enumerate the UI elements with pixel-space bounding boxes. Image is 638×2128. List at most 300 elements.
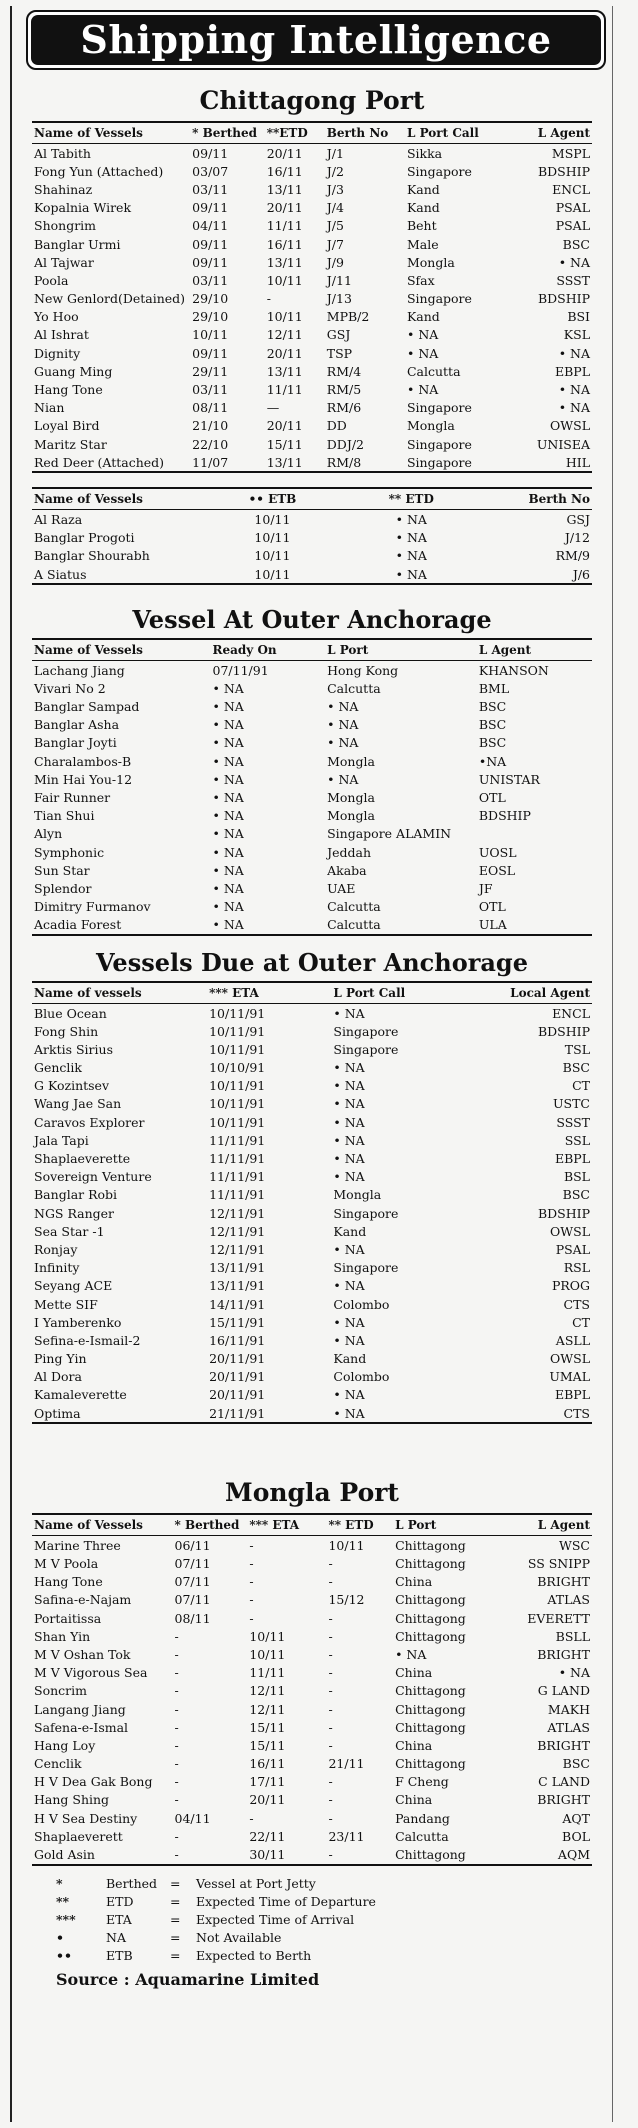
table-row	[32, 1277, 592, 1295]
vessel-name-cell: Tian Shui	[34, 808, 95, 824]
table-cell: Chittagong	[395, 1556, 466, 1572]
table-cell: J/11	[326, 272, 352, 288]
table-row	[32, 1313, 592, 1331]
table-cell: C LAND	[538, 1774, 590, 1790]
vessel-name-cell: Banglar Progoti	[34, 530, 135, 546]
legend-row: * Berthed = Vessel at Port Jetty	[56, 1875, 316, 1891]
table-cell: ENCL	[552, 181, 590, 197]
vessel-name-cell: Banglar Joyti	[34, 735, 117, 751]
table-cell: -	[328, 1774, 333, 1790]
source-credit: Source : Aquamarine Limited	[56, 1969, 320, 1989]
legend-row: • NA = Not Available	[56, 1929, 282, 1945]
table-cell: RM/4	[326, 363, 362, 379]
table-cell: 04/11	[192, 218, 229, 234]
table-cell: Singapore	[406, 436, 472, 452]
column-header: Name of Vessels	[32, 1514, 173, 1536]
vessel-name-cell: Hang Tone	[34, 1574, 103, 1590]
table-cell: CTS	[480, 1404, 592, 1423]
table-row	[32, 1718, 592, 1736]
table-cell: J/12	[564, 530, 590, 546]
column-header: Ready On	[211, 639, 326, 661]
table-row	[32, 1386, 592, 1404]
table-cell: -	[328, 1810, 333, 1826]
table-cell: Chittagong	[395, 1592, 466, 1608]
table-cell: RSL	[563, 1260, 590, 1276]
table-cell: BSC	[562, 236, 590, 252]
table-cell: Chittagong	[395, 1628, 466, 1644]
vessel-name-cell: Nian	[34, 400, 65, 416]
table-cell: BDSHIP	[537, 1023, 590, 1039]
table-cell: J/4	[326, 200, 344, 216]
table-cell: 29/11	[192, 363, 229, 379]
vessel-name-cell: Hang Shing	[34, 1792, 110, 1808]
table-cell: • NA	[333, 1241, 365, 1257]
table-cell: BRIGHT	[537, 1574, 590, 1590]
table-cell: -	[174, 1646, 179, 1662]
table-row	[32, 1368, 592, 1386]
table-cell: 16/11/91	[209, 1332, 266, 1348]
table-row	[32, 1609, 592, 1627]
table-cell: 11/11	[266, 218, 303, 234]
table-cell: • NA	[395, 1646, 427, 1662]
table-row	[32, 217, 592, 235]
table-cell: • NA	[406, 345, 439, 361]
table-cell: Singapore	[333, 1041, 399, 1057]
table-cell: • NA	[327, 735, 359, 751]
table-cell: 20/11	[266, 200, 303, 216]
table-cell: • NA	[406, 327, 439, 343]
vessel-name-cell: Fong Yun (Attached)	[34, 163, 164, 179]
table-row	[32, 1295, 592, 1313]
table-cell: -	[249, 1592, 254, 1608]
table-cell: MAKH	[547, 1701, 590, 1717]
vessel-name-cell: Sefina-e-Ismail-2	[34, 1332, 141, 1348]
table-cell: -	[328, 1628, 333, 1644]
table-cell: 22/11	[249, 1828, 286, 1844]
table-cell: SSST	[556, 272, 590, 288]
table-cell: OTL	[478, 899, 506, 915]
table-cell: -	[174, 1828, 179, 1844]
vessel-name-cell: Banglar Urmi	[34, 236, 121, 252]
table-cell: AQT	[562, 1810, 590, 1826]
table-cell: Calcutta	[327, 899, 381, 915]
table-cell: • NA	[212, 717, 244, 733]
table-cell: Singapore ALAMIN	[327, 826, 452, 842]
table-row	[32, 1664, 592, 1682]
table-cell: 20/11/91	[209, 1369, 266, 1385]
vessel-name-cell: Alyn	[34, 826, 63, 842]
table-cell: 16/11	[249, 1756, 286, 1772]
table-cell: • NA	[212, 753, 244, 769]
vessel-name-cell: Red Deer (Attached)	[32, 453, 190, 472]
outer-anchorage-title: Vessel At Outer Anchorage	[132, 605, 492, 635]
table-header-row	[32, 488, 592, 510]
table-cell: 12/11	[249, 1701, 286, 1717]
table-cell: -	[328, 1719, 333, 1735]
table-cell: 03/11	[192, 382, 229, 398]
table-cell: G LAND	[537, 1683, 590, 1699]
vessel-name-cell: Maritz Star	[34, 436, 107, 452]
table-cell: -	[174, 1683, 179, 1699]
table-cell: Singapore	[333, 1205, 399, 1221]
table-cell: UNISTAR	[478, 771, 540, 787]
table-cell: Singapore	[333, 1023, 399, 1039]
table-cell: 12/11	[266, 327, 303, 343]
vessels-due-title: Vessels Due at Outer Anchorage	[96, 947, 528, 977]
vessel-name-cell: Al Raza	[34, 511, 83, 527]
table-cell: EVERETT	[527, 1610, 590, 1626]
table-cell: ENCL	[552, 1005, 590, 1021]
table-row	[32, 1700, 592, 1718]
table-cell: 13/11	[266, 363, 303, 379]
table-cell: 10/11	[249, 1646, 286, 1662]
vessel-name-cell: M V Vigorous Sea	[34, 1665, 148, 1681]
table-row	[32, 1554, 592, 1572]
vessel-name-cell: Poola	[34, 272, 69, 288]
vessel-name-cell: Genclik	[34, 1060, 83, 1076]
table-cell: CTS	[563, 1296, 590, 1312]
table-row	[32, 1168, 592, 1186]
column-header: L Port Call	[405, 122, 503, 144]
table-header-row	[32, 639, 592, 661]
table-cell: Pandang	[395, 1810, 450, 1826]
table-cell: -	[249, 1610, 254, 1626]
table-cell	[477, 825, 592, 843]
table-row	[32, 1845, 592, 1864]
vessel-name-cell: Seyang ACE	[34, 1278, 113, 1294]
table-row	[32, 1645, 592, 1663]
table-row	[32, 1149, 592, 1167]
legend	[56, 1876, 612, 1966]
table-cell: -	[174, 1792, 179, 1808]
table-cell: Hong Kong	[327, 662, 399, 678]
table-cell: 15/11/91	[209, 1314, 266, 1330]
table-cell: China	[395, 1574, 433, 1590]
column-header: Name of vessels	[32, 982, 207, 1004]
table-cell: 09/11	[192, 145, 229, 161]
newspaper-column	[10, 6, 613, 2122]
vessel-name-cell: Shongrim	[34, 218, 97, 234]
vessel-name-cell: Vivari No 2	[34, 680, 106, 696]
table-cell: Singapore	[333, 1260, 399, 1276]
table-cell: 20/11	[266, 345, 303, 361]
table-cell: Kand	[333, 1223, 367, 1239]
table-cell: SSL	[564, 1132, 590, 1148]
column-header: Local Agent	[480, 982, 592, 1004]
vessel-name-cell: Gold Asin	[32, 1845, 173, 1864]
column-header: **ETD	[265, 122, 325, 144]
table-cell: 07/11	[174, 1592, 211, 1608]
table-cell: -	[328, 1610, 333, 1626]
table-cell: -	[174, 1628, 179, 1644]
table-row	[32, 1773, 592, 1791]
vessel-name-cell: Soncrim	[34, 1683, 87, 1699]
vessel-name-cell: Arktis Sirius	[34, 1041, 113, 1057]
table-cell: Kand	[333, 1351, 367, 1367]
page-title: Shipping Intelligence	[31, 15, 601, 65]
vessel-name-cell: Infinity	[34, 1260, 80, 1276]
table-cell: OWSL	[550, 1223, 590, 1239]
table-cell: • NA	[333, 1005, 365, 1021]
vessel-name-cell: Ronjay	[34, 1241, 78, 1257]
table-row	[32, 326, 592, 344]
table-cell: • NA	[333, 1132, 365, 1148]
table-cell: RM/5	[326, 382, 362, 398]
table-cell: • NA	[558, 1665, 590, 1681]
table-cell: 13/11	[265, 453, 325, 472]
table-cell: CT	[572, 1314, 590, 1330]
table-cell: RM/8	[325, 453, 405, 472]
table-cell: 10/11/91	[209, 1114, 266, 1130]
vessel-name-cell: Guang Ming	[34, 363, 113, 379]
table-cell: 06/11	[174, 1537, 211, 1553]
table-row	[32, 898, 592, 916]
table-cell: PROG	[551, 1278, 590, 1294]
column-header: Name of Vessels	[32, 122, 190, 144]
table-cell: Mongla	[327, 808, 375, 824]
table-cell: Kand	[406, 200, 440, 216]
table-row	[32, 861, 592, 879]
table-cell: 15/12	[328, 1592, 365, 1608]
vessel-name-cell: Hang Loy	[34, 1737, 96, 1753]
vessels-due-table	[32, 981, 592, 1424]
table-cell: UNISEA	[536, 436, 590, 452]
table-cell: -	[249, 1537, 254, 1553]
column-header: *** ETA	[247, 1514, 326, 1536]
table-row	[32, 1791, 592, 1809]
table-row	[32, 825, 592, 843]
vessel-name-cell: Shahinaz	[34, 181, 93, 197]
table-row	[32, 362, 592, 380]
vessel-name-cell: Fair Runner	[34, 790, 111, 806]
vessel-name-cell: Dimitry Furmanov	[34, 899, 151, 915]
vessel-name-cell: Blue Ocean	[34, 1005, 107, 1021]
table-row	[32, 1222, 592, 1240]
table-cell: 10/11/91	[209, 1023, 266, 1039]
table-row	[32, 565, 592, 584]
table-cell: 11/11/91	[209, 1187, 266, 1203]
table-cell: • NA	[333, 1387, 365, 1403]
table-cell: 20/11	[249, 1792, 286, 1808]
table-row	[32, 1259, 592, 1277]
table-row	[32, 1682, 592, 1700]
table-cell: BSLL	[555, 1628, 590, 1644]
table-row	[32, 1404, 592, 1423]
table-cell: 09/11	[192, 345, 229, 361]
table-cell: BRIGHT	[537, 1737, 590, 1753]
table-cell: 21/11/91	[207, 1404, 331, 1423]
table-row	[32, 1059, 592, 1077]
table-cell: 20/11	[266, 145, 303, 161]
chittagong-berthed-table	[32, 121, 592, 473]
legend-row: •• ETB = Expected to Berth	[56, 1947, 312, 1963]
vessel-name-cell: Ping Yin	[34, 1351, 87, 1367]
table-cell: Singapore	[406, 163, 472, 179]
table-header-row	[32, 122, 592, 144]
table-cell: BSC	[478, 717, 507, 733]
table-cell: 09/11	[192, 236, 229, 252]
table-cell: Chittagong	[395, 1756, 466, 1772]
table-cell: 12/11/91	[209, 1205, 266, 1221]
vessel-name-cell: Banglar Robi	[34, 1187, 118, 1203]
table-row	[32, 1573, 592, 1591]
table-cell: Kand	[406, 309, 440, 325]
table-cell: • NA	[212, 862, 244, 878]
table-cell: OTL	[478, 790, 506, 806]
column-header: ** ETD	[342, 488, 481, 510]
vessel-name-cell: Dignity	[34, 345, 81, 361]
table-cell: 09/11	[192, 254, 229, 270]
table-row	[32, 1240, 592, 1258]
vessel-name-cell: Safena-e-Ismal	[34, 1719, 129, 1735]
table-row	[32, 1331, 592, 1349]
table-cell: Mongla	[406, 254, 455, 270]
table-cell: -	[328, 1792, 333, 1808]
vessel-name-cell: Banglar Sampad	[34, 699, 140, 715]
table-cell: UAE	[327, 880, 356, 896]
vessel-name-cell: Jala Tapi	[34, 1132, 89, 1148]
masthead-banner	[26, 10, 606, 70]
vessel-name-cell: Optima	[32, 1404, 207, 1423]
vessel-name-cell: Shaplaeverett	[34, 1828, 123, 1844]
vessel-name-cell: Caravos Explorer	[34, 1114, 145, 1130]
vessel-name-cell: Sovereign Venture	[34, 1169, 152, 1185]
vessel-name-cell: Yo Hoo	[34, 309, 79, 325]
table-row	[32, 1131, 592, 1149]
table-cell: • NA	[558, 382, 590, 398]
table-cell: • NA	[333, 1078, 365, 1094]
table-cell: KSL	[563, 327, 590, 343]
table-cell: 13/11	[266, 181, 303, 197]
table-cell: 29/10	[192, 309, 229, 325]
table-row	[32, 1591, 592, 1609]
table-cell: Singapore	[405, 453, 503, 472]
column-header: *** ETA	[207, 982, 331, 1004]
table-cell: 20/11/91	[209, 1387, 266, 1403]
table-cell: WSC	[559, 1537, 590, 1553]
table-cell: 12/11/91	[209, 1223, 266, 1239]
vessel-name-cell: Al Ishrat	[34, 327, 89, 343]
table-cell: 13/11/91	[209, 1278, 266, 1294]
table-row	[32, 308, 592, 326]
table-cell: PSAL	[555, 1241, 590, 1257]
column-header: L Port	[325, 639, 477, 661]
table-row	[32, 752, 592, 770]
table-cell: 13/11	[266, 254, 303, 270]
legend-row: ** ETD = Expected Time of Departure	[56, 1893, 376, 1909]
vessel-name-cell: Kopalnia Wirek	[34, 200, 132, 216]
table-cell: 20/11/91	[209, 1351, 266, 1367]
table-cell: BRIGHT	[537, 1646, 590, 1662]
table-cell: BSL	[563, 1169, 590, 1185]
table-cell: BSC	[478, 699, 507, 715]
table-row	[32, 1003, 592, 1022]
table-cell: Colombo	[333, 1296, 390, 1312]
table-cell: Singapore	[406, 291, 472, 307]
table-cell: -	[328, 1701, 333, 1717]
table-cell: • NA	[333, 1096, 365, 1112]
table-cell: -	[173, 1845, 248, 1864]
table-row	[32, 253, 592, 271]
table-cell: 15/11	[249, 1737, 286, 1753]
table-cell: 07/11/91	[212, 662, 269, 678]
table-cell: -	[328, 1683, 333, 1699]
table-cell: 10/10/91	[209, 1060, 266, 1076]
vessel-name-cell: Al Dora	[34, 1369, 82, 1385]
table-row	[32, 661, 592, 680]
table-cell: -	[326, 1845, 393, 1864]
table-cell: 04/11	[174, 1810, 211, 1826]
vessel-name-cell: Sea Star -1	[34, 1223, 105, 1239]
table-row	[32, 1755, 592, 1773]
table-cell: • NA	[212, 808, 244, 824]
table-cell: • NA	[212, 899, 244, 915]
table-cell: TSL	[564, 1041, 590, 1057]
table-row	[32, 1022, 592, 1040]
table-cell: • NA	[327, 717, 359, 733]
table-cell: EBPL	[554, 1387, 590, 1403]
table-cell: • NA	[212, 826, 244, 842]
table-cell: —	[266, 400, 280, 416]
table-cell: 21/10	[192, 418, 229, 434]
table-row	[32, 843, 592, 861]
column-header: Name of Vessels	[32, 488, 203, 510]
column-header: L Port	[393, 1514, 492, 1536]
table-cell: • NA	[212, 880, 244, 896]
table-cell: 11/11	[266, 382, 303, 398]
table-row	[32, 271, 592, 289]
table-cell: J/13	[326, 291, 352, 307]
vessel-name-cell: Wang Jae San	[34, 1096, 122, 1112]
table-cell: 10/11/91	[209, 1078, 266, 1094]
table-cell: -	[249, 1556, 254, 1572]
table-row	[32, 399, 592, 417]
column-header: * Berthed	[190, 122, 265, 144]
column-header: L Agent	[492, 1514, 592, 1536]
table-cell: Kand	[406, 181, 440, 197]
table-cell: • NA	[333, 1332, 365, 1348]
table-row	[32, 770, 592, 788]
table-cell: • NA	[212, 680, 244, 696]
table-cell: Chittagong	[395, 1719, 466, 1735]
table-cell: ATLAS	[547, 1719, 590, 1735]
table-row	[32, 453, 592, 472]
table-cell: • NA	[395, 511, 427, 527]
table-cell: OWSL	[550, 418, 590, 434]
table-cell: • NA	[212, 699, 244, 715]
table-cell: Calcutta	[406, 363, 461, 379]
table-cell: 12/11/91	[209, 1241, 266, 1257]
table-cell: BML	[478, 680, 510, 696]
table-cell: J/5	[326, 218, 344, 234]
table-row	[32, 547, 592, 565]
table-row	[32, 180, 592, 198]
table-cell: J/9	[326, 254, 344, 270]
table-cell: 11/11/91	[209, 1132, 266, 1148]
table-cell: 14/11/91	[209, 1296, 266, 1312]
table-cell: -	[249, 1810, 254, 1826]
table-cell: Akaba	[327, 862, 367, 878]
table-cell: GSJ	[566, 511, 590, 527]
column-header: Berth No	[481, 488, 592, 510]
table-cell: 10/11	[254, 511, 291, 527]
mongla-port-table	[32, 1513, 592, 1865]
table-cell: 30/11	[247, 1845, 326, 1864]
vessel-name-cell: Loyal Bird	[34, 418, 100, 434]
vessel-name-cell: A Siatus	[32, 565, 203, 584]
table-row	[32, 529, 592, 547]
table-cell: AQM	[492, 1845, 592, 1864]
